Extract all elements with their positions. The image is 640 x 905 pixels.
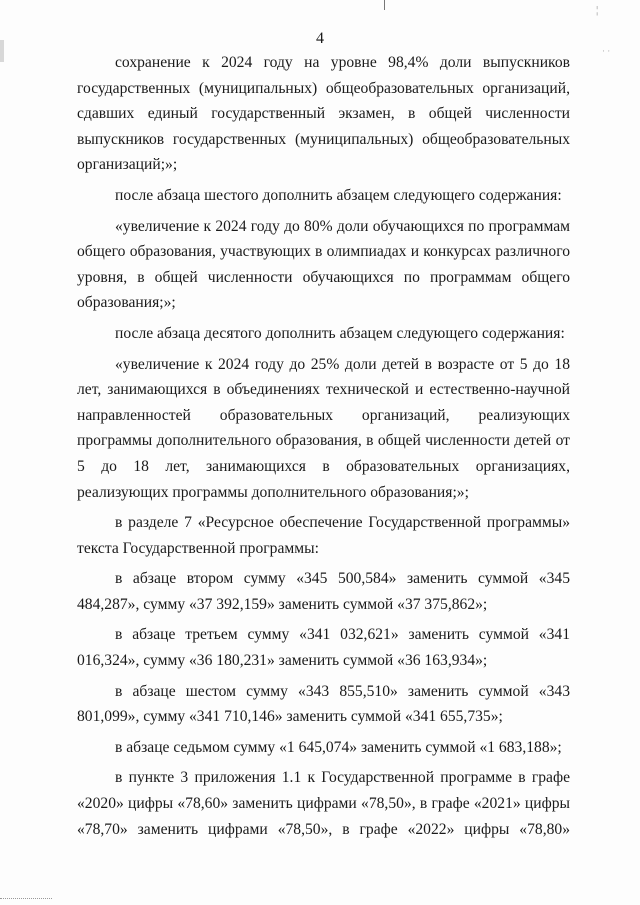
paragraph: в абзаце третьем сумму «341 032,621» заменить суммой «341 016,324», сумму «36 180,231» заменить суммой «36 163,934»; — [77, 626, 570, 670]
scan-artifact-corner: ¦ — [596, 4, 599, 16]
scan-artifact-bottom — [0, 898, 52, 901]
paragraph: «увеличение к 2024 году до 80% доли обучающихся по программам общего образования, участвующих в олимпиадах и конкурсах различного уровня, в общей численности обучающихся по программам общего образования;»; — [77, 217, 570, 312]
paragraph: в абзаце седьмом сумму «1 645,074» заменить суммой «1 683,188»; — [115, 738, 562, 756]
scan-artifact-right: · · — [602, 46, 611, 56]
scan-artifact-top — [384, 0, 385, 10]
paragraph: в абзаце втором сумму «345 500,584» заменить суммой «345 484,287», сумму «37 392,159» заменить суммой «37 375,862»; — [77, 570, 570, 613]
document-body — [77, 50, 570, 847]
paragraph: сохранение к 2024 году на уровне 98,4% доли выпускников государственных (муниципальных) общеобразовательных организаций, сдавших единый государственный экзамен, в общей численности выпускников государственных (муниципальных) общеобразовательных организаций;»; — [77, 54, 570, 174]
paragraph: «увеличение к 2024 году до 25% доли детей в возрасте от 5 до 18 лет, занимающихся в объединениях технической и естественно-научной направленностей образовательных организаций, реализующих программы дополнительного образования, в общей численности детей от 5 до 18 лет, занимающихся в образовательных организациях, реализующих программы дополнительного образования;»; — [77, 355, 570, 501]
paragraph: в абзаце шестом сумму «343 855,510» заменить суммой «343 801,099», сумму «341 710,146» заменить суммой «341 655,735»; — [77, 682, 570, 726]
paragraph: после абзаца десятого дополнить абзацем следующего содержания: — [115, 324, 565, 342]
paragraph: в разделе 7 «Ресурсное обеспечение Государственной программы» текста Государственной программы: — [77, 514, 570, 557]
paragraph: в пункте 3 приложения 1.1 к Государственной программе в графе «2020» цифры «78,60» заменить цифрами «78,50», в графе «2021» цифры «78,70» заменить цифрами «78,50», в графе «2022» цифры «78,80» — [77, 769, 570, 838]
page-number: 4 — [316, 30, 324, 47]
paragraph: после абзаца шестого дополнить абзацем следующего содержания: — [115, 186, 562, 204]
